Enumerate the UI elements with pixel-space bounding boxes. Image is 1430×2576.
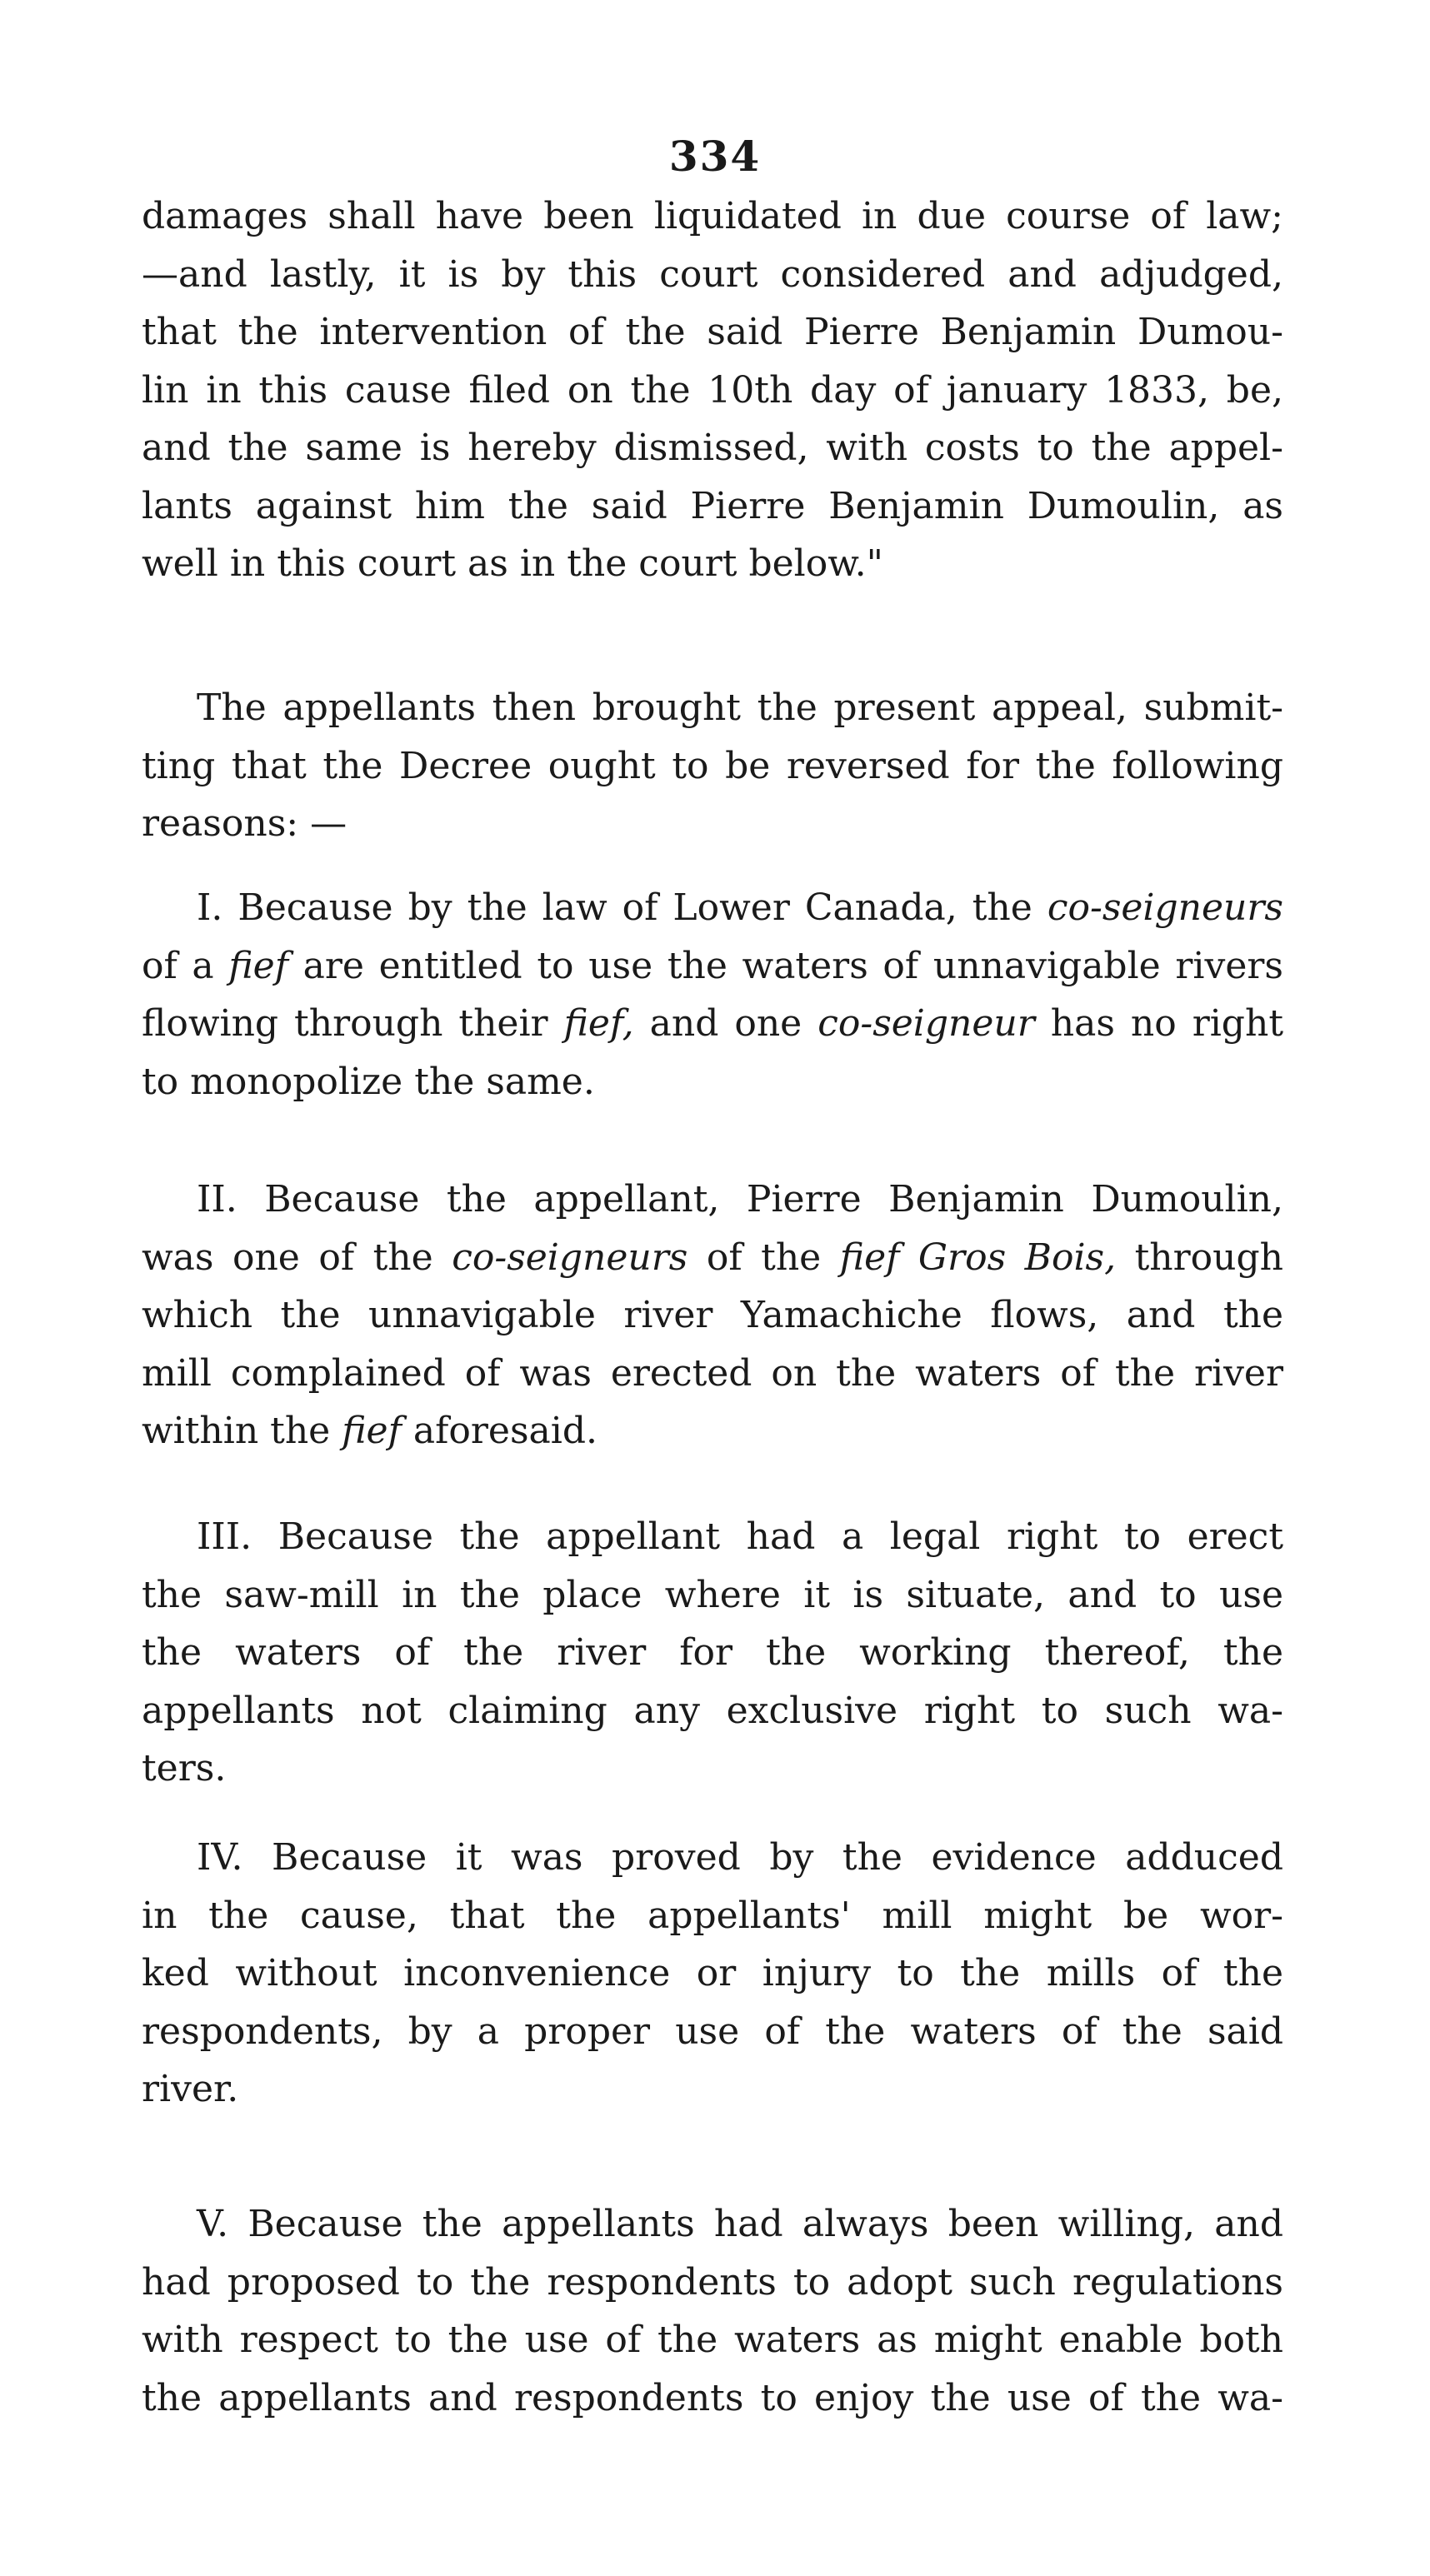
italic-term: fief, (563, 1002, 634, 1045)
text-line: well in this court as in the court below." (142, 542, 883, 585)
text-run: flowing through their (142, 1002, 564, 1045)
text-line: IV. Because it was proved by the evidence adduced (197, 1836, 1283, 1879)
text-run: aforesaid. (401, 1410, 598, 1452)
text-run: was one of the (142, 1236, 452, 1279)
text-line (142, 1229, 1283, 1287)
text-line: ked without inconvenience or injury to the mills of the (142, 1952, 1283, 1994)
text-line: V. Because the appellants had always been willing, and (197, 2203, 1283, 2245)
text-line: respondents, by a proper use of the waters of the said (142, 2009, 1283, 2053)
text-line (142, 1402, 1283, 1460)
text-line: lin in this cause filed on the 10th day of january 1833, be, (142, 368, 1283, 412)
text-run: and one (633, 1002, 818, 1045)
page-number: 334 (668, 132, 762, 181)
text-line: had proposed to the respondents to adopt such regulations (142, 2260, 1283, 2304)
text-run: of the (688, 1236, 840, 1279)
text-run: I. Because by the law of Lower Canada, the (197, 886, 1048, 929)
text-line: appellants not claiming any exclusive right to such wa- (142, 1689, 1283, 1732)
text-run: within the (142, 1410, 342, 1452)
text-run: are entitled to use the waters of unnavigable rivers (288, 944, 1283, 987)
text-line: the waters of the river for the working thereof, the (142, 1631, 1283, 1674)
text-line: to monopolize the same. (142, 1060, 595, 1103)
italic-term: co-seigneurs (452, 1236, 688, 1279)
text-line: The appellants then brought the present appeal, submit- (197, 686, 1283, 729)
text-line: and the same is hereby dismissed, with costs to the appel- (142, 427, 1283, 469)
text-line: III. Because the appellant had a legal right to erect (197, 1515, 1283, 1558)
reason-five-paragraph (142, 2195, 1283, 2427)
text-line: lants against him the said Pierre Benjamin Dumoulin, as (142, 484, 1283, 527)
text-line: with respect to the use of the waters as might enable both (142, 2319, 1283, 2361)
text-line: II. Because the appellant, Pierre Benjamin Dumoulin, (197, 1178, 1283, 1221)
judgment-continuation (142, 187, 1283, 593)
text-line: which the unnavigable river Yamachiche flows, and the (142, 1294, 1283, 1336)
text-run: has no right (1034, 1002, 1283, 1045)
text-line: damages shall have been liquidated in due course of law; (142, 195, 1283, 237)
text-line: mill complained of was erected on the waters of the river (142, 1351, 1283, 1395)
text-line: —and lastly, it is by this court considered and adjudged, (142, 252, 1283, 296)
text-line (142, 879, 1283, 937)
text-line (142, 995, 1283, 1053)
reason-one-paragraph (142, 879, 1283, 1111)
italic-term: fief Gros Bois, (839, 1236, 1117, 1279)
text-line: that the intervention of the said Pierre Benjamin Dumou- (142, 311, 1283, 353)
reason-three-paragraph (142, 1508, 1283, 1798)
italic-term: fief (228, 944, 288, 987)
text-line: ters. (142, 1747, 227, 1790)
italic-term: fief (342, 1410, 402, 1452)
reason-two-paragraph (142, 1171, 1283, 1460)
text-run: through (1116, 1236, 1283, 1279)
italic-term: co-seigneurs (1047, 886, 1283, 929)
text-line: in the cause, that the appellants' mill might be wor- (142, 1894, 1283, 1937)
text-line: reasons: — (142, 802, 348, 845)
text-line: the saw-mill in the place where it is situate, and to use (142, 1573, 1283, 1616)
text-line: ting that the Decree ought to be reversed for the following (142, 744, 1283, 787)
text-run: of a (142, 944, 229, 987)
text-line: the appellants and respondents to enjoy the use of the wa- (142, 2376, 1283, 2419)
text-line (142, 937, 1283, 996)
italic-term: co-seigneur (818, 1002, 1035, 1045)
reason-four-paragraph (142, 1829, 1283, 2119)
appeal-intro-paragraph (142, 679, 1283, 853)
text-line: river. (142, 2068, 239, 2110)
